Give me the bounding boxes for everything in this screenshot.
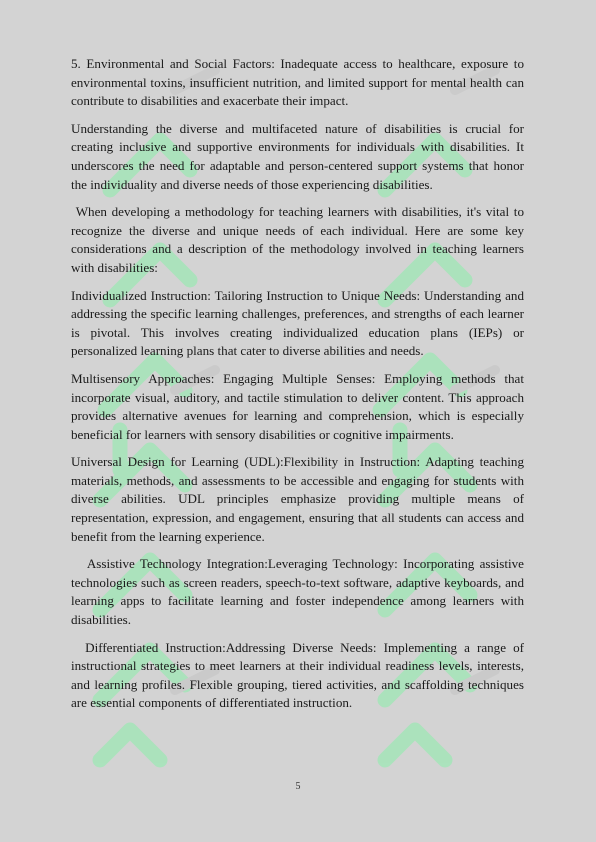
- document-body: [71, 55, 528, 722]
- page-number: 5: [295, 781, 301, 792]
- paragraph: 5. Environmental and Social Factors: Inadequate access to healthcare, exposure to environmental toxins, insufficient nutrition, and limited support for mental health can contribute to disabilities and exacerbate their impact.: [71, 56, 528, 109]
- paragraph: Understanding the diverse and multifaceted nature of disabilities is crucial for creating inclusive and supportive environments for individuals with disabilities. It underscores the need for adaptable and person-centered support systems that honor the individuality and diverse needs of those experiencing disabilities.: [71, 120, 528, 192]
- paragraph: When developing a methodology for teaching learners with disabilities, it's vital to recognize the diverse and unique needs of each individual. Here are some key considerations and a description of the methodology involved in teaching learners with disabilities:: [71, 204, 528, 275]
- paragraph: Multisensory Approaches: Engaging Multiple Senses: Employing methods that incorporate visual, auditory, and tactile stimulation to deliver content. This approach provides alternative avenues for learning and comprehension, which is especially beneficial for learners with sensory disabilities or cognitive impairments.: [71, 370, 528, 442]
- paragraph: Universal Design for Learning (UDL):Flexibility in Instruction: Adapting teaching materials, methods, and assessments to be accessible and engaging for students with diverse abilities. UDL principles emphasize providing multiple means of representation, expression, and engagement, ensuring that all students can access and benefit from the learning experience.: [71, 454, 528, 544]
- paragraph: Individualized Instruction: Tailoring Instruction to Unique Needs: Understanding and addressing the specific learning challenges, preferences, and strengths of each learner is pivotal. This involves creating individualized education plans (IEPs) or personalized learning plans that cater to diverse abilities and needs.: [71, 287, 528, 359]
- paragraph: Differentiated Instruction:Addressing Diverse Needs: Implementing a range of instructional strategies to meet learners at their individual readiness levels, interests, and learning profiles. Flexible grouping, tiered activities, and scaffolding techniques are essential components of differentiated instruction.: [71, 639, 528, 711]
- paragraph: Assistive Technology Integration:Leveraging Technology: Incorporating assistive technologies such as screen readers, speech-to-text software, adaptive keyboards, and learning apps to facilitate learning and foster independence among learners with disabilities.: [71, 556, 528, 628]
